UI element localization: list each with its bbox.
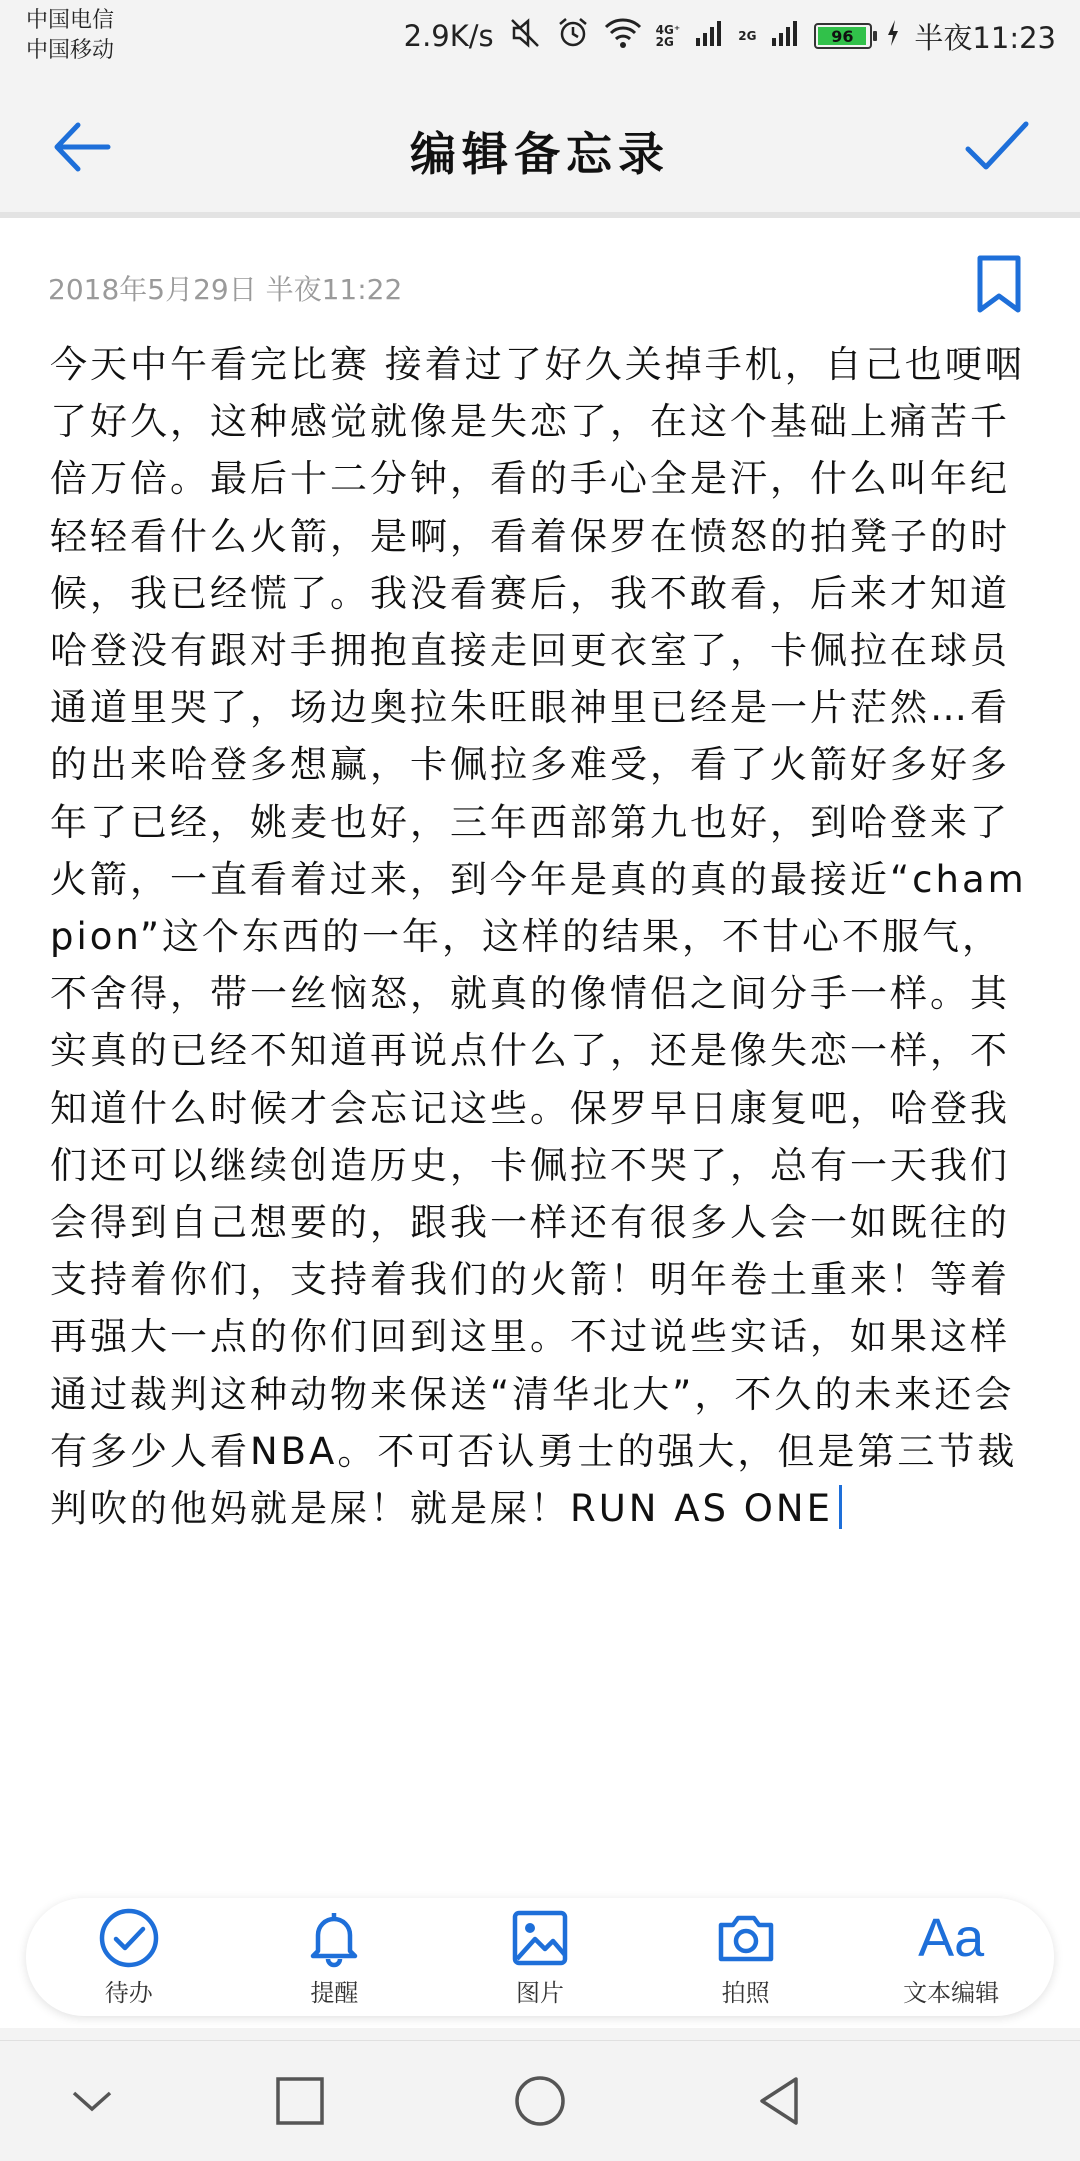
network-type-1: 4G⁺ 2G bbox=[655, 23, 681, 49]
title-bar bbox=[0, 70, 1080, 218]
editor-toolbar bbox=[26, 1898, 1054, 2016]
image-label: 图片 bbox=[515, 1978, 564, 2007]
text-cursor bbox=[839, 1485, 842, 1529]
chevron-down-icon bbox=[60, 2069, 124, 2133]
nav-back-button[interactable] bbox=[748, 2069, 812, 2133]
circle-icon bbox=[508, 2069, 572, 2133]
bookmark-icon bbox=[976, 254, 1022, 314]
bell-icon bbox=[303, 1907, 365, 1969]
battery-icon bbox=[814, 23, 872, 49]
triangle-back-icon bbox=[748, 2069, 812, 2133]
text-format-icon: Aa bbox=[918, 1907, 985, 1968]
text-format-button[interactable] bbox=[866, 1898, 1036, 2016]
bookmark-button[interactable] bbox=[976, 254, 1022, 314]
carrier-1: 中国电信 bbox=[26, 8, 115, 33]
clock: 半夜11:23 bbox=[914, 20, 1056, 55]
carrier-2: 中国移动 bbox=[26, 38, 115, 63]
mute-icon bbox=[508, 16, 542, 57]
signal-icon-1 bbox=[694, 18, 724, 55]
note-editor bbox=[0, 218, 1080, 2028]
check-circle-icon bbox=[98, 1907, 160, 1969]
page-title: 编辑备忘录 bbox=[410, 127, 670, 181]
square-icon bbox=[268, 2069, 332, 2133]
alarm-icon bbox=[556, 16, 590, 57]
nav-recent-button[interactable] bbox=[268, 2069, 332, 2133]
system-nav-bar bbox=[0, 2040, 1080, 2161]
status-bar bbox=[0, 0, 1080, 70]
todo-button[interactable] bbox=[44, 1898, 214, 2016]
note-body-textarea[interactable] bbox=[50, 336, 1035, 1537]
confirm-button[interactable] bbox=[962, 112, 1032, 182]
wifi-icon bbox=[604, 17, 642, 56]
camera-icon bbox=[715, 1907, 777, 1969]
net-speed: 2.9K/s bbox=[403, 19, 494, 53]
status-indicators bbox=[404, 14, 1056, 58]
text-format-label: 文本编辑 bbox=[903, 1978, 1000, 2007]
checkmark-icon bbox=[962, 112, 1032, 182]
network-type-2: 2G bbox=[738, 29, 757, 43]
signal-icon-2 bbox=[770, 18, 800, 55]
note-text: 今天中午看完比赛 接着过了好久关掉手机，自己也哽咽了好久，这种感觉就像是失恋了，在这个基础上痛苦千倍万倍。最后十二分钟，看的手心全是汗，什么叫年纪轻轻看什么火箭，是啊，看着保罗在愤怒的拍凳子的时候，我已经慌了。我没看赛后，我不敢看，后来才知道哈登没有跟对手拥抱直接走回更衣室了，卡佩拉在球员通道里哭了，场边奥拉朱旺眼神里已经是一片茫然…看的出来哈登多想赢，卡佩拉多难受，看了火箭好多好多年了已经，姚麦也好，三年西部第九也好，到哈登来了火箭，一直看着过来，到今年是真的真的最接近“champion”这个东西的一年，这样的结果，不甘心不服气，不舍得，带一丝恼怒，就真的像情侣之间分手一样。其实真的已经不知道再说点什么了，还是像失恋一样，不知道什么时候才会忘记这些。保罗早日康复吧，哈登我们还可以继续创造历史，卡佩拉不哭了，总有一天我们会得到自己想要的，跟我一样还有很多人会一如既往的支持着你们，支持着我们的火箭！明年卷土重来！等着再强大一点的你们回到这里。不过说些实话，如果这样通过裁判这种动物来保送“清华北大”，不久的未来还会有多少人看NBA。不可否认勇士的强大，但是第三节裁判吹的他妈就是屎！就是屎！RUN AS ONE bbox=[50, 343, 1027, 1531]
image-icon bbox=[509, 1907, 571, 1969]
camera-button[interactable] bbox=[661, 1898, 831, 2016]
image-button[interactable] bbox=[455, 1898, 625, 2016]
note-timestamp: 2018年5月29日 半夜11:22 bbox=[48, 273, 403, 306]
nav-hide-button[interactable] bbox=[60, 2069, 124, 2133]
todo-label: 待办 bbox=[104, 1978, 153, 2007]
camera-label: 拍照 bbox=[721, 1978, 770, 2007]
battery-level: 96 bbox=[818, 27, 866, 45]
charging-icon bbox=[886, 19, 900, 54]
reminder-button[interactable] bbox=[249, 1898, 419, 2016]
nav-home-button[interactable] bbox=[508, 2069, 572, 2133]
reminder-label: 提醒 bbox=[310, 1978, 359, 2007]
carrier-info bbox=[26, 6, 114, 66]
